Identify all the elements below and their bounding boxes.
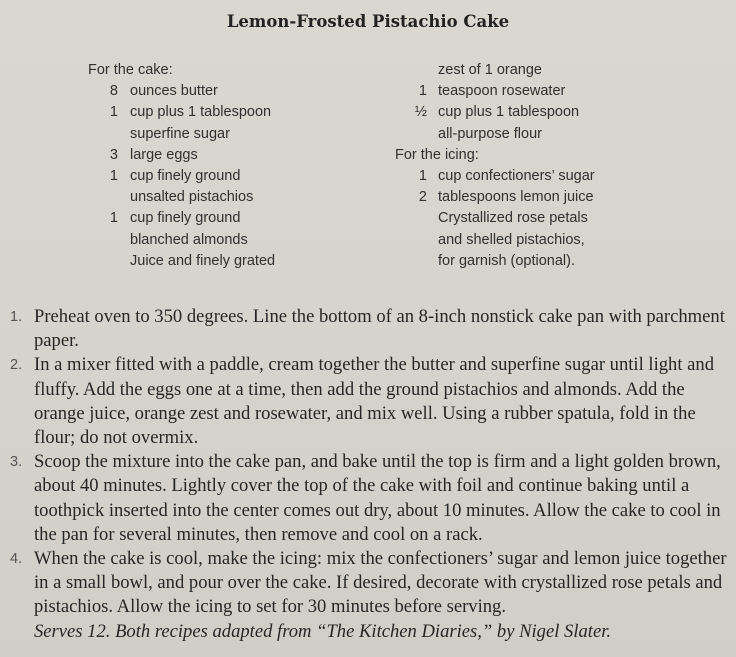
ingredient-text: all-purpose flour xyxy=(438,125,542,142)
step-text: Preheat oven to 350 degrees. Line the bottom of an 8-inch nonstick cake pan with parchment paper. xyxy=(34,306,725,352)
ingredient-row xyxy=(395,81,715,102)
ingredient-quantity: 1 xyxy=(109,168,118,185)
ingredient-row xyxy=(88,251,388,272)
ingredient-text: cup finely ground xyxy=(130,210,241,227)
ingredient-row xyxy=(395,60,715,81)
ingredients-left-column xyxy=(88,60,388,272)
recipe-title: Lemon-Frosted Pistachio Cake xyxy=(226,12,510,31)
ingredient-quantity: 1 xyxy=(109,104,118,121)
ingredient-row xyxy=(395,230,715,251)
instruction-step xyxy=(10,353,728,450)
step-number: 3. xyxy=(10,454,23,471)
ingredient-row xyxy=(395,187,715,208)
ingredient-text: cup confectioners’ sugar xyxy=(438,168,595,185)
cake-ingredients-heading: For the cake: xyxy=(88,62,173,78)
step-text: When the cake is cool, make the icing: mix the confectioners’ sugar and lemon juice together in a small bowl, and pour over the cake. If desired, decorate with crystallized rose petals and pistachios. Allow the icing to set for 30 minutes before serving. xyxy=(34,548,727,618)
step-text: In a mixer fitted with a paddle, cream together the butter and superfine sugar until light and fluffy. Add the eggs one at a time, then add the ground pistachios and almonds. Add the orange juice, orange zest and rosewater, and mix well. Using a rubber spatula, fold in the flour; do not overmix. xyxy=(34,354,714,449)
ingredient-row xyxy=(395,124,715,145)
ingredient-text: cup plus 1 tablespoon xyxy=(438,104,580,121)
ingredient-row xyxy=(88,208,388,229)
instructions xyxy=(10,305,728,644)
ingredient-text: Juice and finely grated xyxy=(130,252,276,269)
ingredient-text: large eggs xyxy=(130,146,198,163)
ingredient-text: cup plus 1 tablespoon xyxy=(130,104,272,121)
ingredient-row xyxy=(88,166,388,187)
icing-ingredients-heading: For the icing: xyxy=(395,146,479,163)
ingredient-row xyxy=(88,187,388,208)
ingredient-quantity: 1 xyxy=(418,168,427,185)
ingredient-quantity: 8 xyxy=(109,83,118,100)
ingredient-quantity: 1 xyxy=(418,83,427,100)
instruction-step xyxy=(10,547,728,620)
ingredient-quantity: 3 xyxy=(109,146,118,163)
ingredient-row xyxy=(88,230,388,251)
ingredient-text: teaspoon rosewater xyxy=(438,83,566,100)
ingredients-right-column xyxy=(395,60,715,272)
ingredient-text: zest of 1 orange xyxy=(438,62,542,78)
ingredient-row xyxy=(395,208,715,229)
ingredient-row xyxy=(88,102,388,123)
ingredient-quantity: 2 xyxy=(418,189,427,206)
step-number: 4. xyxy=(10,551,23,568)
step-number: 1. xyxy=(10,309,23,325)
ingredient-quantity: 1 xyxy=(109,210,118,227)
instruction-step xyxy=(10,305,728,353)
ingredient-row xyxy=(88,81,388,102)
ingredient-row xyxy=(395,166,715,187)
step-number: 2. xyxy=(10,357,23,374)
instruction-step xyxy=(10,450,728,547)
ingredient-text: for garnish (optional). xyxy=(438,252,576,269)
serves-note: Serves 12. Both recipes adapted from “The Kitchen Diaries,” by Nigel Slater. xyxy=(34,620,612,642)
ingredient-text: superfine sugar xyxy=(130,125,230,142)
ingredient-quantity: ½ xyxy=(414,104,427,121)
ingredient-row xyxy=(395,251,715,272)
ingredient-text: cup finely ground xyxy=(130,168,241,185)
ingredient-row xyxy=(88,124,388,145)
step-text: Scoop the mixture into the cake pan, and bake until the top is firm and a light golden brown, about 40 minutes. Lightly cover the top of the cake with foil and continue baking until a toothpick inserted into the center comes out dry, about 10 minutes. Allow the cake to cool in the pan for several minutes, then remove and cool on a rack. xyxy=(34,451,721,545)
ingredient-text: and shelled pistachios, xyxy=(438,231,585,248)
ingredient-text: blanched almonds xyxy=(130,231,248,248)
ingredient-text: Crystallized rose petals xyxy=(438,210,588,227)
ingredient-row xyxy=(395,102,715,123)
ingredient-row xyxy=(88,145,388,166)
ingredient-text: tablespoons lemon juice xyxy=(438,189,594,206)
ingredient-text: unsalted pistachios xyxy=(130,189,254,206)
ingredient-text: ounces butter xyxy=(130,83,218,100)
